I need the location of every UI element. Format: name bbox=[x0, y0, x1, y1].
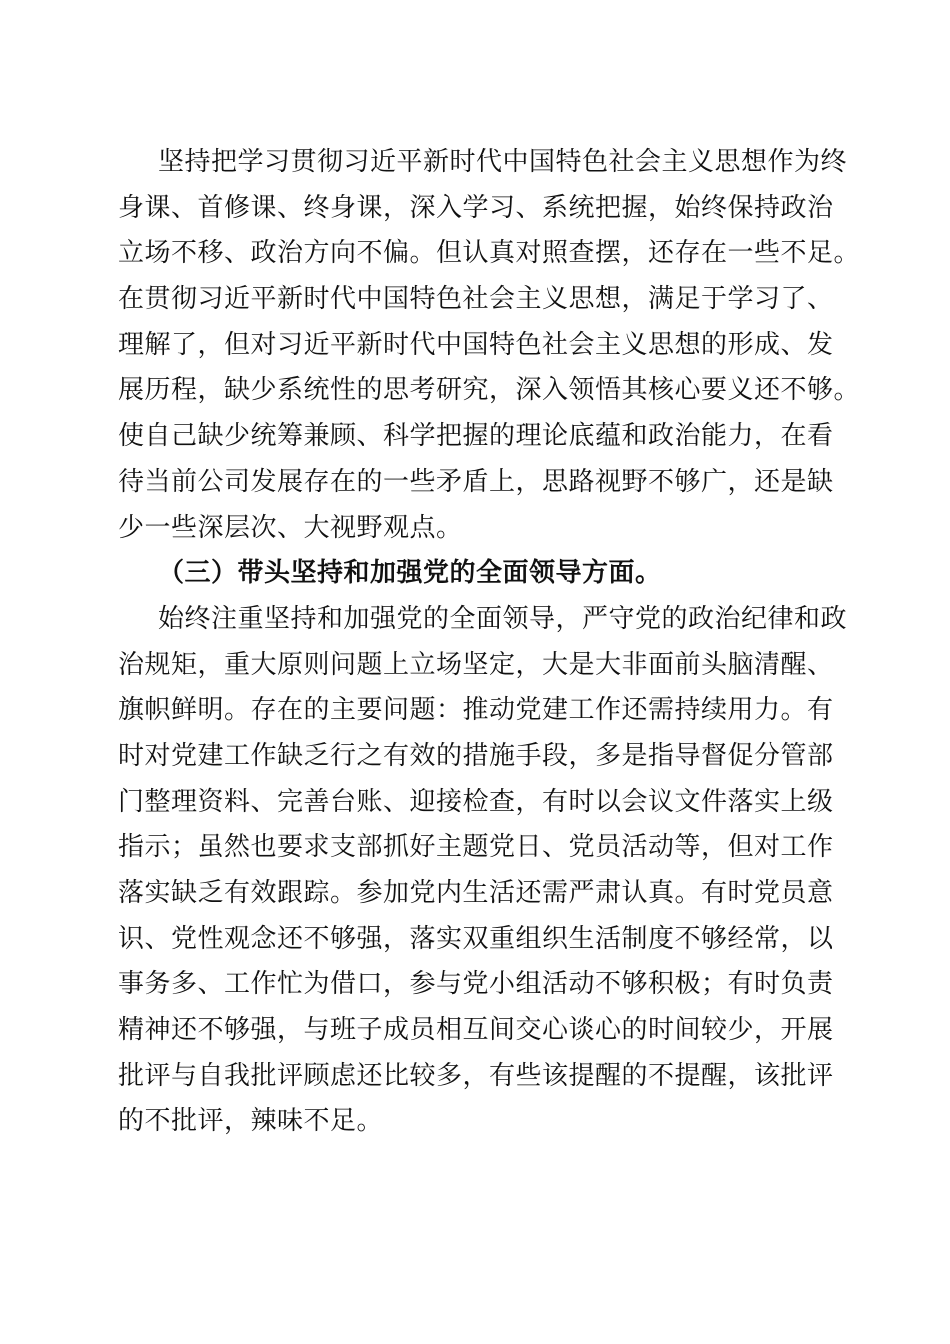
text-line: 立场不移、政治方向不偏。但认真对照查摆，还存在一些不足。 bbox=[118, 238, 861, 269]
text-line: 落实缺乏有效跟踪。参加党内生活还需严肃认真。有时党员意 bbox=[118, 878, 834, 908]
text-line: 旗帜鲜明。存在的主要问题：推动党建工作还需持续用力。有 bbox=[118, 695, 834, 726]
text-line: 治规矩，重大原则问题上立场坚定，大是大非面前头脑清醒、 bbox=[118, 649, 834, 680]
text-line: 展历程，缺少系统性的思考研究，深入领悟其核心要义还不够。 bbox=[118, 375, 861, 406]
text-line: 门整理资料、完善台账、迎接检查，有时以会议文件落实上级 bbox=[118, 786, 834, 817]
text-line: 使自己缺少统筹兼顾、科学把握的理论底蕴和政治能力，在看 bbox=[118, 421, 834, 452]
paragraph-party-leadership bbox=[118, 597, 848, 1145]
text-line: 指示；虽然也要求支部抓好主题党日、党员活动等，但对工作 bbox=[118, 832, 834, 863]
paragraph-ideology-study bbox=[118, 140, 861, 551]
section-heading: （三）带头坚持和加强党的全面领导方面。 bbox=[158, 558, 662, 589]
text-line: 在贯彻习近平新时代中国特色社会主义思想，满足于学习了、 bbox=[118, 284, 834, 315]
text-line: 批评与自我批评顾虑还比较多，有些该提醒的不提醒，该批评 bbox=[118, 1060, 834, 1091]
text-line: 坚持把学习贯彻习近平新时代中国特色社会主义思想作为终 bbox=[158, 147, 848, 177]
text-line: 始终注重坚持和加强党的全面领导，严守党的政治纪律和政 bbox=[158, 603, 848, 634]
text-line: 待当前公司发展存在的一些矛盾上，思路视野不够广，还是缺 bbox=[118, 466, 834, 497]
text-line: 时对党建工作缺乏行之有效的措施手段，多是指导督促分管部 bbox=[118, 740, 834, 771]
text-line: 的不批评，辣味不足。 bbox=[118, 1106, 384, 1137]
text-line: 少一些深层次、大视野观点。 bbox=[118, 512, 463, 543]
text-line: 事务多、工作忙为借口，参与党小组活动不够积极；有时负责 bbox=[118, 969, 834, 1000]
document-body bbox=[118, 140, 861, 1145]
text-line: 理解了，但对习近平新时代中国特色社会主义思想的形成、发 bbox=[118, 329, 834, 360]
text-line: 精神还不够强，与班子成员相互间交心谈心的时间较少，开展 bbox=[118, 1015, 834, 1046]
text-line: 识、党性观念还不够强，落实双重组织生活制度不够经常，以 bbox=[118, 923, 834, 954]
text-line: 身课、首修课、终身课，深入学习、系统把握，始终保持政治 bbox=[118, 192, 834, 223]
